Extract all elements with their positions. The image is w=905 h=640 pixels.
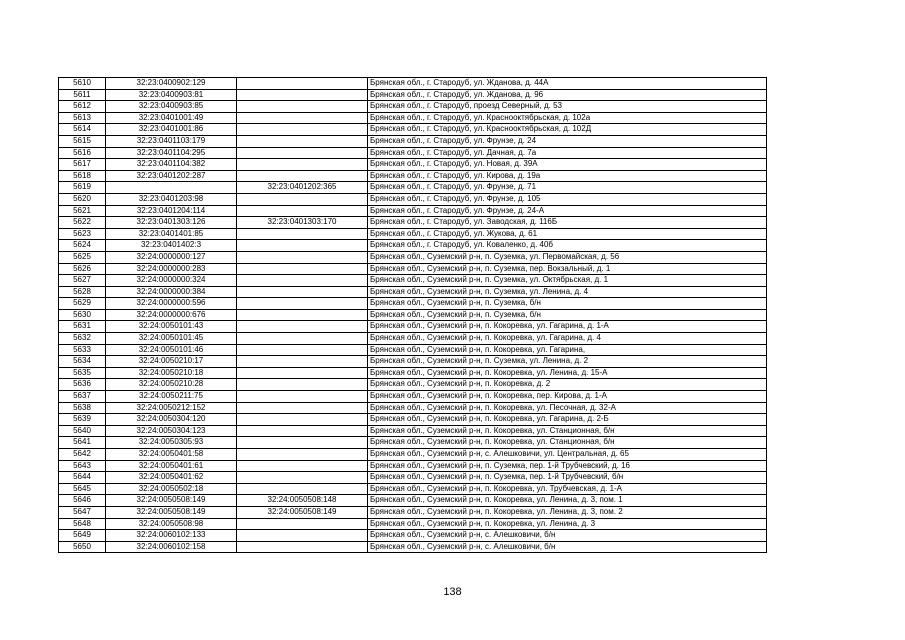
row-number-cell: 5634 xyxy=(59,356,106,368)
table-row xyxy=(59,101,767,113)
address-cell: Брянская обл., г. Стародуб, ул. Фрунзе, д. 71 xyxy=(368,182,767,194)
table-row xyxy=(59,251,767,263)
address-cell: Брянская обл., Суземский р-н, п. Кокоревка, ул. Ленина, д. 3, пом. 2 xyxy=(368,506,767,518)
table-row xyxy=(59,495,767,507)
table-row xyxy=(59,402,767,414)
related-cadastral-number-cell xyxy=(237,333,368,345)
related-cadastral-number-cell xyxy=(237,483,368,495)
cadastral-number-cell: 32:24:0000000:596 xyxy=(106,298,237,310)
cadastral-number-cell: 32:24:0000000:283 xyxy=(106,263,237,275)
address-cell: Брянская обл., Суземский р-н, п. Суземка, пер. 1-й Трубчевский, д. 16 xyxy=(368,460,767,472)
row-number-cell: 5641 xyxy=(59,437,106,449)
table-row xyxy=(59,170,767,182)
cadastral-number-cell: 32:24:0050508:149 xyxy=(106,506,237,518)
address-cell: Брянская обл., г. Стародуб, ул. Дачная, д. 7а xyxy=(368,147,767,159)
cadastral-number-cell: 32:24:0000000:324 xyxy=(106,275,237,287)
table-row xyxy=(59,147,767,159)
cadastral-number-cell: 32:24:0060102:158 xyxy=(106,541,237,553)
related-cadastral-number-cell xyxy=(237,205,368,217)
cadastral-number-cell: 32:24:0050212:152 xyxy=(106,402,237,414)
cadastral-number-cell: 32:24:0050101:45 xyxy=(106,333,237,345)
related-cadastral-number-cell xyxy=(237,135,368,147)
cadastral-number-cell: 32:24:0050304:123 xyxy=(106,425,237,437)
row-number-cell: 5612 xyxy=(59,101,106,113)
cadastral-number-cell: 32:23:0401402:3 xyxy=(106,240,237,252)
table-row xyxy=(59,333,767,345)
table-row xyxy=(59,344,767,356)
related-cadastral-number-cell: 32:23:0401303:170 xyxy=(237,217,368,229)
related-cadastral-number-cell xyxy=(237,379,368,391)
related-cadastral-number-cell xyxy=(237,449,368,461)
cadastral-number-cell: 32:23:0400903:85 xyxy=(106,101,237,113)
address-cell: Брянская обл., Суземский р-н, с. Алешковичи, б/н xyxy=(368,530,767,542)
row-number-cell: 5636 xyxy=(59,379,106,391)
row-number-cell: 5620 xyxy=(59,193,106,205)
table-row xyxy=(59,425,767,437)
address-cell: Брянская обл., г. Стародуб, ул. Заводская, д. 116Б xyxy=(368,217,767,229)
row-number-cell: 5626 xyxy=(59,263,106,275)
row-number-cell: 5650 xyxy=(59,541,106,553)
address-cell: Брянская обл., Суземский р-н, п. Кокоревка, ул. Ленина, д. 3 xyxy=(368,518,767,530)
address-cell: Брянская обл., г. Стародуб, ул. Фрунзе, д. 24-А xyxy=(368,205,767,217)
related-cadastral-number-cell xyxy=(237,391,368,403)
cadastral-number-cell: 32:23:0401303:126 xyxy=(106,217,237,229)
cadastral-number-cell: 32:24:0050101:46 xyxy=(106,344,237,356)
table-row xyxy=(59,483,767,495)
row-number-cell: 5643 xyxy=(59,460,106,472)
address-cell: Брянская обл., Суземский р-н, с. Алешковичи, б/н xyxy=(368,541,767,553)
table-row xyxy=(59,205,767,217)
address-cell: Брянская обл., Суземский р-н, п. Суземка, б/н xyxy=(368,298,767,310)
table-row xyxy=(59,518,767,530)
table-row xyxy=(59,379,767,391)
related-cadastral-number-cell xyxy=(237,228,368,240)
row-number-cell: 5640 xyxy=(59,425,106,437)
address-cell: Брянская обл., г. Стародуб, ул. Фрунзе, д. 24 xyxy=(368,135,767,147)
row-number-cell: 5614 xyxy=(59,124,106,136)
address-cell: Брянская обл., Суземский р-н, п. Кокоревка, ул. Станционная, б/н xyxy=(368,437,767,449)
related-cadastral-number-cell: 32:23:0401202:365 xyxy=(237,182,368,194)
related-cadastral-number-cell xyxy=(237,286,368,298)
related-cadastral-number-cell xyxy=(237,170,368,182)
related-cadastral-number-cell xyxy=(237,240,368,252)
table-row xyxy=(59,286,767,298)
row-number-cell: 5630 xyxy=(59,309,106,321)
address-cell: Брянская обл., г. Стародуб, ул. Новая, д. 39А xyxy=(368,159,767,171)
address-cell: Брянская обл., г. Стародуб, проезд Северный, д. 53 xyxy=(368,101,767,113)
cadastral-number-cell: 32:24:0050210:28 xyxy=(106,379,237,391)
table-row xyxy=(59,472,767,484)
address-cell: Брянская обл., Суземский р-н, п. Кокоревка, ул. Гагарина, xyxy=(368,344,767,356)
row-number-cell: 5617 xyxy=(59,159,106,171)
cadastral-number-cell: 32:24:0050401:61 xyxy=(106,460,237,472)
row-number-cell: 5629 xyxy=(59,298,106,310)
related-cadastral-number-cell xyxy=(237,414,368,426)
table-row xyxy=(59,275,767,287)
row-number-cell: 5648 xyxy=(59,518,106,530)
row-number-cell: 5613 xyxy=(59,112,106,124)
address-cell: Брянская обл., Суземский р-н, п. Суземка, ул. Октябрьская, д. 1 xyxy=(368,275,767,287)
related-cadastral-number-cell xyxy=(237,112,368,124)
related-cadastral-number-cell xyxy=(237,89,368,101)
row-number-cell: 5610 xyxy=(59,78,106,90)
row-number-cell: 5645 xyxy=(59,483,106,495)
related-cadastral-number-cell xyxy=(237,460,368,472)
address-cell: Брянская обл., Суземский р-н, п. Суземка, ул. Первомайская, д. 56 xyxy=(368,251,767,263)
cadastral-number-cell: 32:23:0400902:129 xyxy=(106,78,237,90)
cadastral-number-cell: 32:23:0400903:81 xyxy=(106,89,237,101)
address-cell: Брянская обл., Суземский р-н, п. Кокоревка, ул. Гагарина, д. 4 xyxy=(368,333,767,345)
address-cell: Брянская обл., Суземский р-н, п. Суземка, пер. 1-й Трубчевский, б/н xyxy=(368,472,767,484)
cadastral-number-cell: 32:24:0060102:133 xyxy=(106,530,237,542)
row-number-cell: 5649 xyxy=(59,530,106,542)
related-cadastral-number-cell xyxy=(237,518,368,530)
related-cadastral-number-cell xyxy=(237,78,368,90)
cadastral-number-cell: 32:24:0000000:384 xyxy=(106,286,237,298)
cadastral-number-cell: 32:23:0401203:98 xyxy=(106,193,237,205)
address-cell: Брянская обл., Суземский р-н, с. Алешковичи, ул. Центральная, д. 65 xyxy=(368,449,767,461)
table-row xyxy=(59,228,767,240)
related-cadastral-number-cell xyxy=(237,147,368,159)
related-cadastral-number-cell xyxy=(237,530,368,542)
related-cadastral-number-cell xyxy=(237,298,368,310)
address-cell: Брянская обл., Суземский р-н, п. Кокоревка, пер. Кирова, д. 1-А xyxy=(368,391,767,403)
table-row xyxy=(59,263,767,275)
table-row xyxy=(59,298,767,310)
row-number-cell: 5624 xyxy=(59,240,106,252)
table-row xyxy=(59,437,767,449)
registry-table xyxy=(58,77,767,553)
row-number-cell: 5638 xyxy=(59,402,106,414)
row-number-cell: 5637 xyxy=(59,391,106,403)
table-row xyxy=(59,460,767,472)
row-number-cell: 5611 xyxy=(59,89,106,101)
cadastral-number-cell: 32:23:0401103:179 xyxy=(106,135,237,147)
cadastral-number-cell: 32:23:0401001:86 xyxy=(106,124,237,136)
row-number-cell: 5616 xyxy=(59,147,106,159)
cadastral-number-cell: 32:24:0050211:75 xyxy=(106,391,237,403)
row-number-cell: 5646 xyxy=(59,495,106,507)
cadastral-number-cell: 32:24:0050210:18 xyxy=(106,367,237,379)
related-cadastral-number-cell xyxy=(237,425,368,437)
related-cadastral-number-cell xyxy=(237,402,368,414)
table-row xyxy=(59,391,767,403)
table-row xyxy=(59,367,767,379)
related-cadastral-number-cell xyxy=(237,159,368,171)
row-number-cell: 5621 xyxy=(59,205,106,217)
row-number-cell: 5627 xyxy=(59,275,106,287)
row-number-cell: 5619 xyxy=(59,182,106,194)
table-row xyxy=(59,159,767,171)
address-cell: Брянская обл., Суземский р-н, п. Суземка, б/н xyxy=(368,309,767,321)
table-row xyxy=(59,321,767,333)
related-cadastral-number-cell: 32:24:0050508:148 xyxy=(237,495,368,507)
row-number-cell: 5615 xyxy=(59,135,106,147)
cadastral-number-cell: 32:23:0401104:382 xyxy=(106,159,237,171)
table-row xyxy=(59,78,767,90)
address-cell: Брянская обл., Суземский р-н, п. Суземка, ул. Ленина, д. 4 xyxy=(368,286,767,298)
row-number-cell: 5632 xyxy=(59,333,106,345)
table-row xyxy=(59,182,767,194)
cadastral-number-cell: 32:24:0050304:120 xyxy=(106,414,237,426)
address-cell: Брянская обл., Суземский р-н, п. Кокоревка, ул. Трубчевская, д. 1-А xyxy=(368,483,767,495)
related-cadastral-number-cell xyxy=(237,437,368,449)
table-row xyxy=(59,217,767,229)
cadastral-number-cell: 32:24:0050210:17 xyxy=(106,356,237,368)
cadastral-number-cell: 32:24:0050401:58 xyxy=(106,449,237,461)
cadastral-number-cell: 32:24:0050401:62 xyxy=(106,472,237,484)
address-cell: Брянская обл., Суземский р-н, п. Суземка, пер. Вокзальный, д. 1 xyxy=(368,263,767,275)
related-cadastral-number-cell xyxy=(237,124,368,136)
cadastral-number-cell: 32:23:0401401:85 xyxy=(106,228,237,240)
cadastral-number-cell: 32:24:0050502:18 xyxy=(106,483,237,495)
cadastral-number-cell: 32:24:0050508:98 xyxy=(106,518,237,530)
related-cadastral-number-cell xyxy=(237,309,368,321)
table-row xyxy=(59,135,767,147)
cadastral-number-cell: 32:23:0401104:295 xyxy=(106,147,237,159)
registry-table-body xyxy=(59,78,767,553)
cadastral-number-cell: 32:24:0050508:149 xyxy=(106,495,237,507)
page-number: 138 xyxy=(443,586,462,598)
related-cadastral-number-cell xyxy=(237,275,368,287)
table-row xyxy=(59,541,767,553)
row-number-cell: 5618 xyxy=(59,170,106,182)
row-number-cell: 5644 xyxy=(59,472,106,484)
address-cell: Брянская обл., г. Стародуб, ул. Коваленко, д. 40б xyxy=(368,240,767,252)
table-row xyxy=(59,449,767,461)
cadastral-number-cell: 32:23:0401001:49 xyxy=(106,112,237,124)
address-cell: Брянская обл., г. Стародуб, ул. Кирова, д. 19а xyxy=(368,170,767,182)
row-number-cell: 5647 xyxy=(59,506,106,518)
related-cadastral-number-cell xyxy=(237,472,368,484)
related-cadastral-number-cell: 32:24:0050508:149 xyxy=(237,506,368,518)
address-cell: Брянская обл., г. Стародуб, ул. Жукова, д. 61 xyxy=(368,228,767,240)
address-cell: Брянская обл., г. Стародуб, ул. Жданова, д. 96 xyxy=(368,89,767,101)
cadastral-number-cell: 32:24:0000000:127 xyxy=(106,251,237,263)
table-row xyxy=(59,124,767,136)
related-cadastral-number-cell xyxy=(237,344,368,356)
cadastral-number-cell xyxy=(106,182,237,194)
address-cell: Брянская обл., Суземский р-н, п. Суземка, ул. Ленина, д. 2 xyxy=(368,356,767,368)
related-cadastral-number-cell xyxy=(237,193,368,205)
table-row xyxy=(59,240,767,252)
row-number-cell: 5635 xyxy=(59,367,106,379)
row-number-cell: 5631 xyxy=(59,321,106,333)
table-row xyxy=(59,193,767,205)
related-cadastral-number-cell xyxy=(237,541,368,553)
table-row xyxy=(59,112,767,124)
cadastral-number-cell: 32:23:0401202:287 xyxy=(106,170,237,182)
table-row xyxy=(59,309,767,321)
address-cell: Брянская обл., г. Стародуб, ул. Фрунзе, д. 105 xyxy=(368,193,767,205)
address-cell: Брянская обл., г. Стародуб, ул. Краснооктябрьская, д. 102а xyxy=(368,112,767,124)
cadastral-number-cell: 32:24:0000000:676 xyxy=(106,309,237,321)
address-cell: Брянская обл., Суземский р-н, п. Кокоревка, ул. Гагарина, д. 2-Б xyxy=(368,414,767,426)
related-cadastral-number-cell xyxy=(237,263,368,275)
row-number-cell: 5625 xyxy=(59,251,106,263)
related-cadastral-number-cell xyxy=(237,356,368,368)
address-cell: Брянская обл., Суземский р-н, п. Кокоревка, ул. Гагарина, д. 1-А xyxy=(368,321,767,333)
cadastral-number-cell: 32:24:0050305:93 xyxy=(106,437,237,449)
table-row xyxy=(59,530,767,542)
table-row xyxy=(59,414,767,426)
related-cadastral-number-cell xyxy=(237,367,368,379)
table-row xyxy=(59,506,767,518)
row-number-cell: 5639 xyxy=(59,414,106,426)
cadastral-number-cell: 32:23:0401204:114 xyxy=(106,205,237,217)
row-number-cell: 5623 xyxy=(59,228,106,240)
cadastral-number-cell: 32:24:0050101:43 xyxy=(106,321,237,333)
related-cadastral-number-cell xyxy=(237,321,368,333)
address-cell: Брянская обл., г. Стародуб, ул. Жданова, д. 44А xyxy=(368,78,767,90)
row-number-cell: 5633 xyxy=(59,344,106,356)
related-cadastral-number-cell xyxy=(237,251,368,263)
row-number-cell: 5622 xyxy=(59,217,106,229)
related-cadastral-number-cell xyxy=(237,101,368,113)
address-cell: Брянская обл., Суземский р-н, п. Кокоревка, д. 2 xyxy=(368,379,767,391)
table-row xyxy=(59,356,767,368)
address-cell: Брянская обл., Суземский р-н, п. Кокоревка, ул. Ленина, д. 3, пом. 1 xyxy=(368,495,767,507)
row-number-cell: 5642 xyxy=(59,449,106,461)
address-cell: Брянская обл., г. Стародуб, ул. Краснооктябрьская, д. 102Д xyxy=(368,124,767,136)
table-row xyxy=(59,89,767,101)
row-number-cell: 5628 xyxy=(59,286,106,298)
address-cell: Брянская обл., Суземский р-н, п. Кокоревка, ул. Песочная, д. 32-А xyxy=(368,402,767,414)
address-cell: Брянская обл., Суземский р-н, п. Кокоревка, ул. Ленина, д. 15-А xyxy=(368,367,767,379)
address-cell: Брянская обл., Суземский р-н, п. Кокоревка, ул. Станционная, б/н xyxy=(368,425,767,437)
